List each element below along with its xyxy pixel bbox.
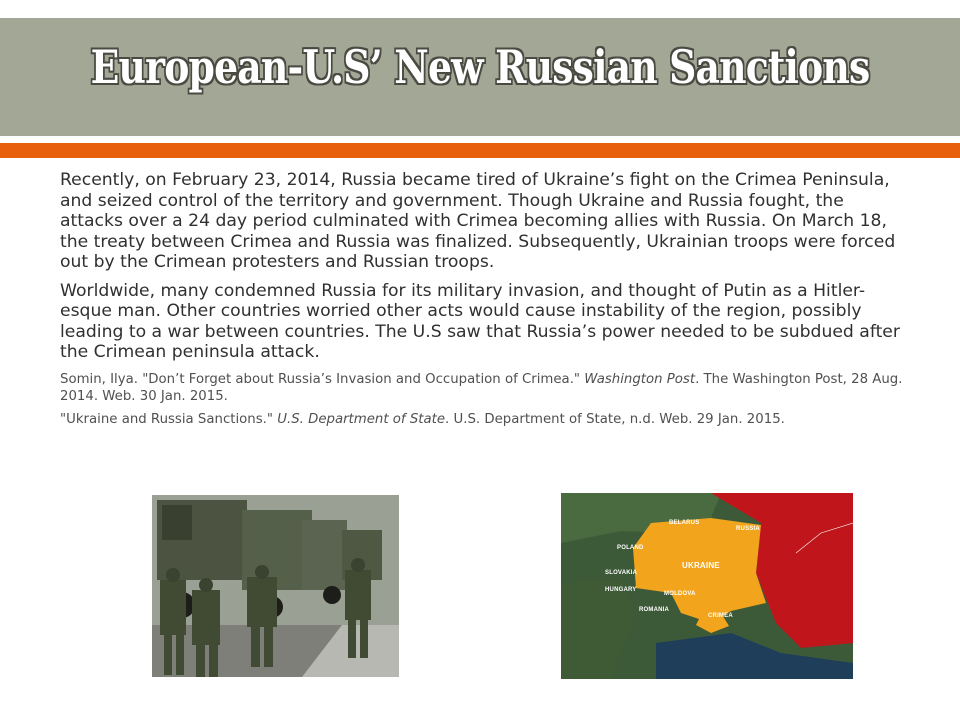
paragraph-2: Worldwide, many condemned Russia for its military invasion, and thought of Putin as a Hitler-esque man. Other countries worried other acts would cause instability of the region, possibly leading to a war between countries. The U.S saw that Russia’s power needed to be subdued after the Crimean peninsula attack. xyxy=(60,280,900,362)
soldiers-photo xyxy=(152,495,399,677)
map-label-slovakia: SLOVAKIA xyxy=(605,570,638,576)
citation-1-source: Washington Post xyxy=(584,371,696,387)
map-label-poland: POLAND xyxy=(617,545,644,551)
paragraph-1: Recently, on February 23, 2014, Russia became tired of Ukraine’s fight on the Crimea Peninsula, and seized control of the territory and government. Though Ukraine and Russia fought, the attacks over a 24 day period culminated with Crimea becoming allies with Russia. On March 18, the treaty between Crimea and Russia was finalized. Subsequently, Ukrainian troops were forced out by the Crimean protesters and Russian troops. xyxy=(60,170,896,272)
map-label-belarus: BELARUS xyxy=(669,520,700,526)
map-label-hungary: HUNGARY xyxy=(605,587,637,593)
citation-1 xyxy=(60,371,905,405)
citation-2-text: "Ukraine and Russia Sanctions." xyxy=(60,411,278,427)
ukraine-region-map-illustration xyxy=(561,493,853,679)
slide-title: European-U.S’ New Russian Sanctions xyxy=(90,40,870,94)
citation-1-details: . The Washington Post, 28 Aug. 2014. Web. 30 Jan. 2015. xyxy=(60,371,903,404)
map-label-romania: ROMANIA xyxy=(639,607,670,613)
region-map xyxy=(561,493,853,679)
map-label-russia: RUSSIA xyxy=(736,526,760,532)
slide-body xyxy=(60,170,905,434)
title-divider xyxy=(0,136,960,143)
soldiers-photo-illustration xyxy=(152,495,399,677)
citation-2 xyxy=(60,411,905,428)
accent-rule xyxy=(0,143,960,158)
map-label-crimea: CRIMEA xyxy=(708,613,733,619)
citation-2-details: . U.S. Department of State, n.d. Web. 29 Jan. 2015. xyxy=(445,411,785,427)
map-label-moldova: MOLDOVA xyxy=(664,591,696,597)
citation-1-text: Somin, Ilya. "Don’t Forget about Russia’s Invasion and Occupation of Crimea." xyxy=(60,371,585,387)
map-label-ukraine: UKRAINE xyxy=(682,561,720,570)
citation-2-source: U.S. Department of State xyxy=(277,411,446,427)
